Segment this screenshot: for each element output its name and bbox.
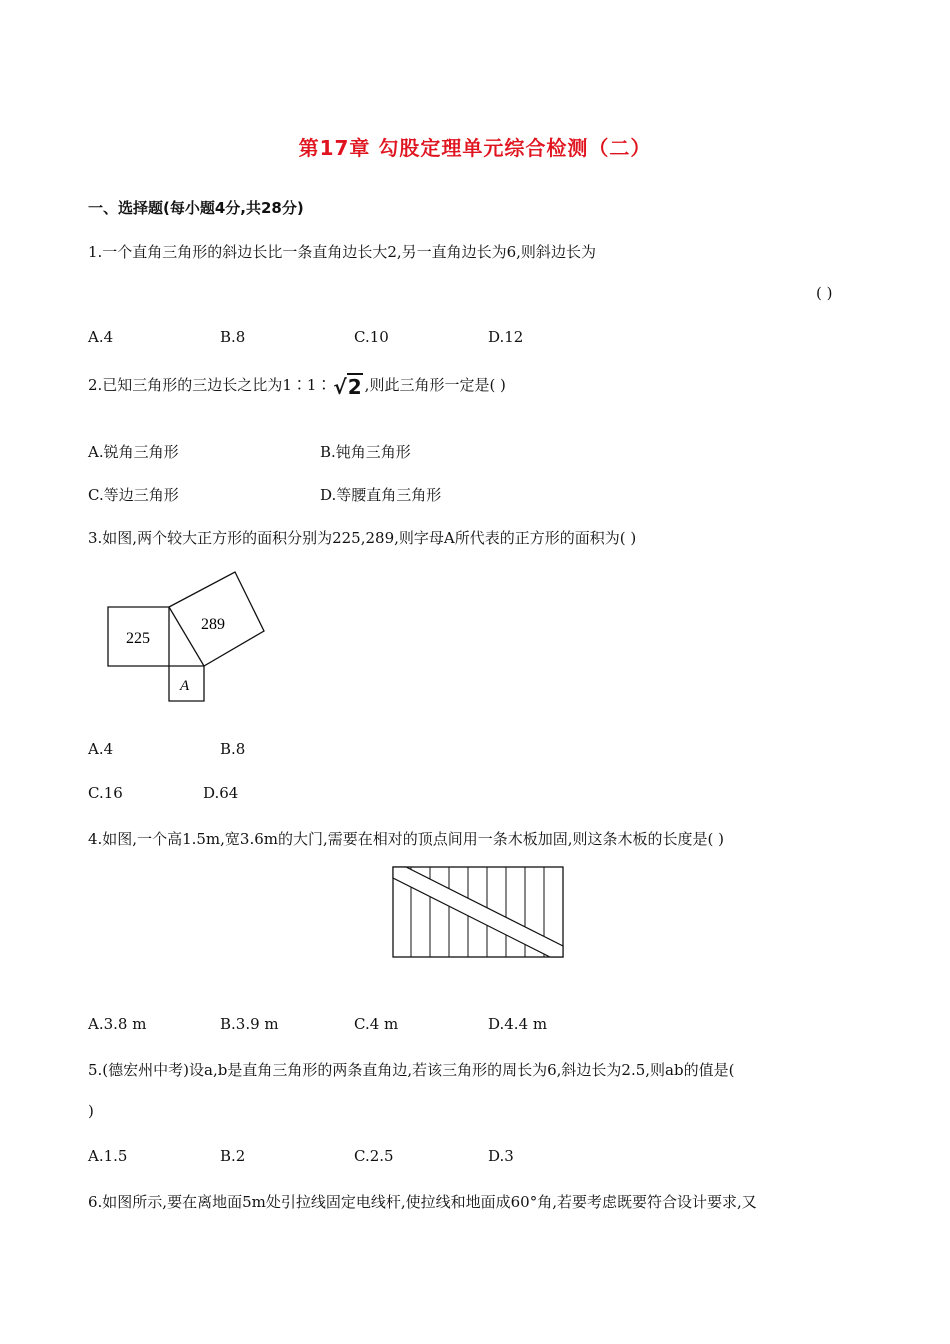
q2-option-b: B.钝角三角形 — [320, 443, 411, 461]
section-heading: 一、选择题(每小题4分,共28分) — [88, 199, 304, 217]
q3-option-c: C.16 — [88, 784, 123, 802]
question-3: 3.如图,两个较大正方形的面积分别为225,289,则字母A所代表的正方形的面积为( ) — [88, 529, 637, 547]
q3-option-a: A.4 — [88, 740, 114, 758]
diagonal-board — [393, 867, 563, 957]
label-289: 289 — [201, 616, 225, 633]
q2-option-a: A.锐角三角形 — [88, 443, 179, 461]
q1-option-d: D.12 — [488, 328, 524, 346]
q2-option-d: D.等腰直角三角形 — [320, 486, 442, 504]
question-1: 1.一个直角三角形的斜边长比一条直角边长大2,另一直角边长为6,则斜边长为 — [88, 243, 596, 261]
question-4: 4.如图,一个高1.5m,宽3.6m的大门,需要在相对的顶点间用一条木板加固,则这条木板的长度是( ) — [88, 830, 725, 848]
q3-option-d: D.64 — [203, 784, 239, 802]
squares-figure — [100, 565, 270, 707]
q4-option-b: B.3.9 m — [220, 1015, 279, 1033]
q2-text-after: ,则此三角形一定是( ) — [364, 376, 506, 394]
page-title: 第17章 勾股定理单元综合检测（二） — [298, 136, 652, 160]
q4-option-c: C.4 m — [354, 1015, 399, 1033]
question-2 — [88, 374, 506, 399]
q4-option-d: D.4.4 m — [488, 1015, 548, 1033]
label-a: A — [180, 678, 190, 694]
q5-option-b: B.2 — [220, 1147, 246, 1165]
q2-text-before: 2.已知三角形的三边长之比为1∶1∶ — [88, 376, 332, 394]
answer-blank-1: ( ) — [816, 284, 833, 302]
label-225: 225 — [126, 630, 150, 647]
q1-option-c: C.10 — [354, 328, 389, 346]
sqrt-radicand: 2 — [347, 375, 362, 399]
sqrt-two-formula: √2 — [333, 375, 362, 399]
q3-option-b: B.8 — [220, 740, 246, 758]
q2-option-c: C.等边三角形 — [88, 486, 179, 504]
q5-option-c: C.2.5 — [354, 1147, 394, 1165]
q5-option-a: A.1.5 — [88, 1147, 128, 1165]
q4-option-a: A.3.8 m — [88, 1015, 147, 1033]
q5-option-d: D.3 — [488, 1147, 514, 1165]
question-6: 6.如图所示,要在离地面5m处引拉线固定电线杆,使拉线和地面成60°角,若要考虑既要符合设计要求,又 — [88, 1193, 757, 1211]
q1-option-a: A.4 — [88, 328, 114, 346]
q1-option-b: B.8 — [220, 328, 246, 346]
gate-figure — [392, 866, 566, 960]
question-5-cont: ) — [88, 1102, 94, 1120]
question-5: 5.(德宏州中考)设a,b是直角三角形的两条直角边,若该三角形的周长为6,斜边长为2.5,则ab的值是( — [88, 1061, 735, 1079]
